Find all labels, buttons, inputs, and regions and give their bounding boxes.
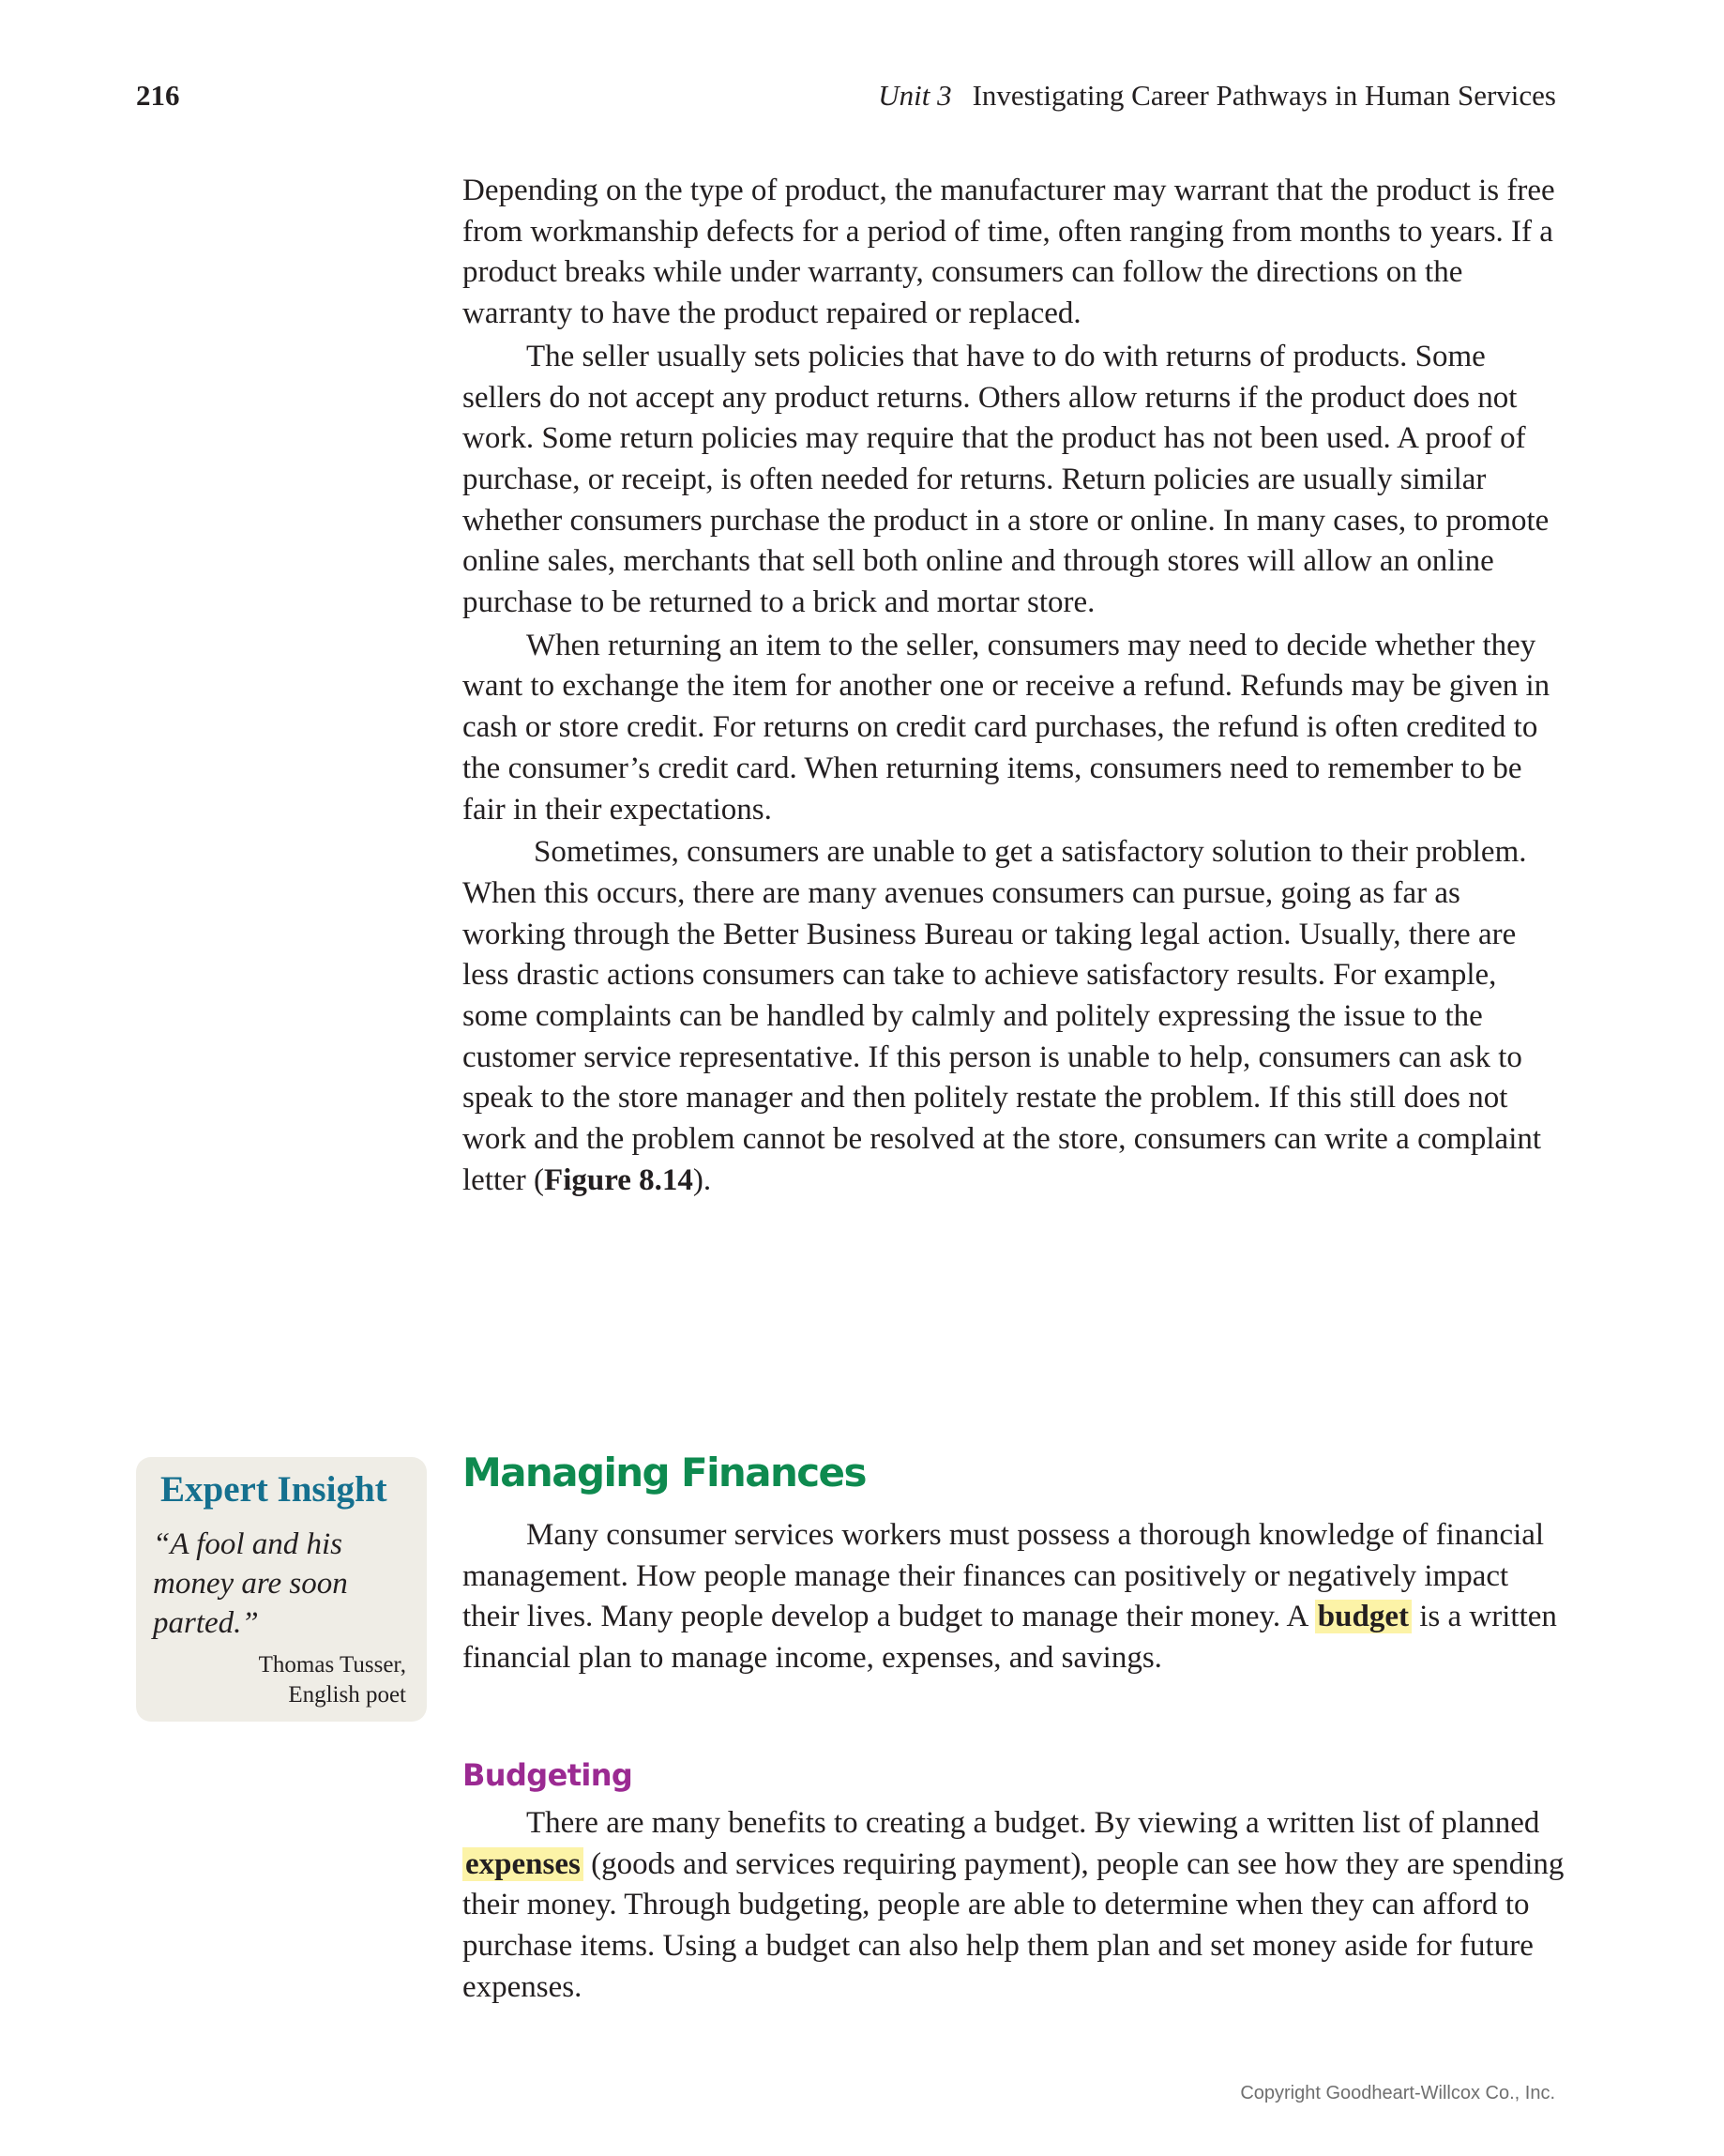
expert-insight-attribution [259, 1650, 406, 1710]
complaints-text: Sometimes, consumers are unable to get a satisfactory solution to their problem. When this occurs, there are many avenues consumers can pursue, going as far as working through the Better Business Bureau or taking legal action. Usually, there are less drastic actions consumers can take to achieve satisfactory results. For example, some complaints can be handled by calmly and politely expressing the issue to the customer service representative. If this person is unable to help, consumers can ask to speak to the store manager and then politely restate the problem. If this still does not work and the problem cannot be resolved at the store, consumers can write a complaint letter ( [462, 835, 1542, 1197]
expert-insight-box [136, 1457, 427, 1722]
paragraph-warranty: Depending on the type of product, the manufacturer may warrant that the product is free from workmanship defects for a period of time, often ranging from months to years. If a product breaks while under warranty, consumers can follow the directions on the warranty to have the product repaired or replaced. [462, 174, 1555, 331]
finances-text: Many consumer services workers must possess a thorough knowledge of financial management. How people manage their finances can positively or negatively impact their lives. Many people develop a budget to manage their money. A [462, 1518, 1545, 1634]
paragraph-financial-management [462, 1515, 1569, 1679]
finances-text-end: is a written financial plan to manage income, expenses, and savings. [462, 1600, 1557, 1676]
subsection-heading-budgeting: Budgeting [462, 1757, 633, 1793]
copyright-notice: Copyright Goodheart-Willcox Co., Inc. [1240, 2083, 1555, 2103]
figure-reference[interactable]: Figure 8.14 [544, 1162, 693, 1197]
complaints-text-end: ). [692, 1162, 712, 1197]
glossary-term-expenses[interactable]: expenses [462, 1847, 583, 1881]
unit-label: Unit 3 [878, 79, 952, 112]
paragraph-refunds: When returning an item to the seller, consumers may need to decide whether they want to exchange the item for another one or receive a refund. Refunds may be given in cash or store credit. For returns on credit card purchases, the refund is often credited to the consumer’s credit card. When returning items, consumers need to remember to be fair in their expectations. [462, 628, 1550, 827]
paragraph-complaints [462, 832, 1569, 1201]
budgeting-body [462, 1803, 1569, 2011]
expert-insight-title: Expert Insight [160, 1469, 387, 1510]
expert-insight-quote: “A fool and his money are soon parted.” [153, 1527, 348, 1640]
section-heading-managing-finances: Managing Finances [462, 1450, 866, 1496]
page-header [136, 79, 1556, 120]
author-title: English poet [288, 1682, 406, 1708]
glossary-term-budget[interactable]: budget [1315, 1600, 1412, 1633]
page-number: 216 [136, 79, 180, 112]
author-name: Thomas Tusser, [258, 1652, 406, 1678]
budgeting-text: There are many benefits to creating a budget. By viewing a written list of planned [526, 1806, 1540, 1840]
paragraph-return-policies: The seller usually sets policies that have to do with returns of products. Some sellers do not accept any product returns. Others allow returns if the product does not work. Some return policies may require that the product has not been used. A proof of purchase, or receipt, is often needed for returns. Return policies are usually similar whether consumers purchase the product in a store or online. In many cases, to promote online sales, merchants that sell both online and through stores will allow an online purchase to be returned to a brick and mortar store. [462, 339, 1550, 620]
running-head [878, 79, 1556, 113]
paragraph-budget-benefits [462, 1803, 1569, 2009]
managing-finances-body [462, 1515, 1569, 1681]
budgeting-text-end: (goods and services requiring payment), people can see how they are spending their money. Through budgeting, people are able to determine when they can afford to purchase items. Using a budget can also help them plan and set money aside for future expenses. [462, 1846, 1565, 2004]
chapter-title: Investigating Career Pathways in Human Services [972, 79, 1556, 112]
body-text [462, 171, 1569, 1204]
